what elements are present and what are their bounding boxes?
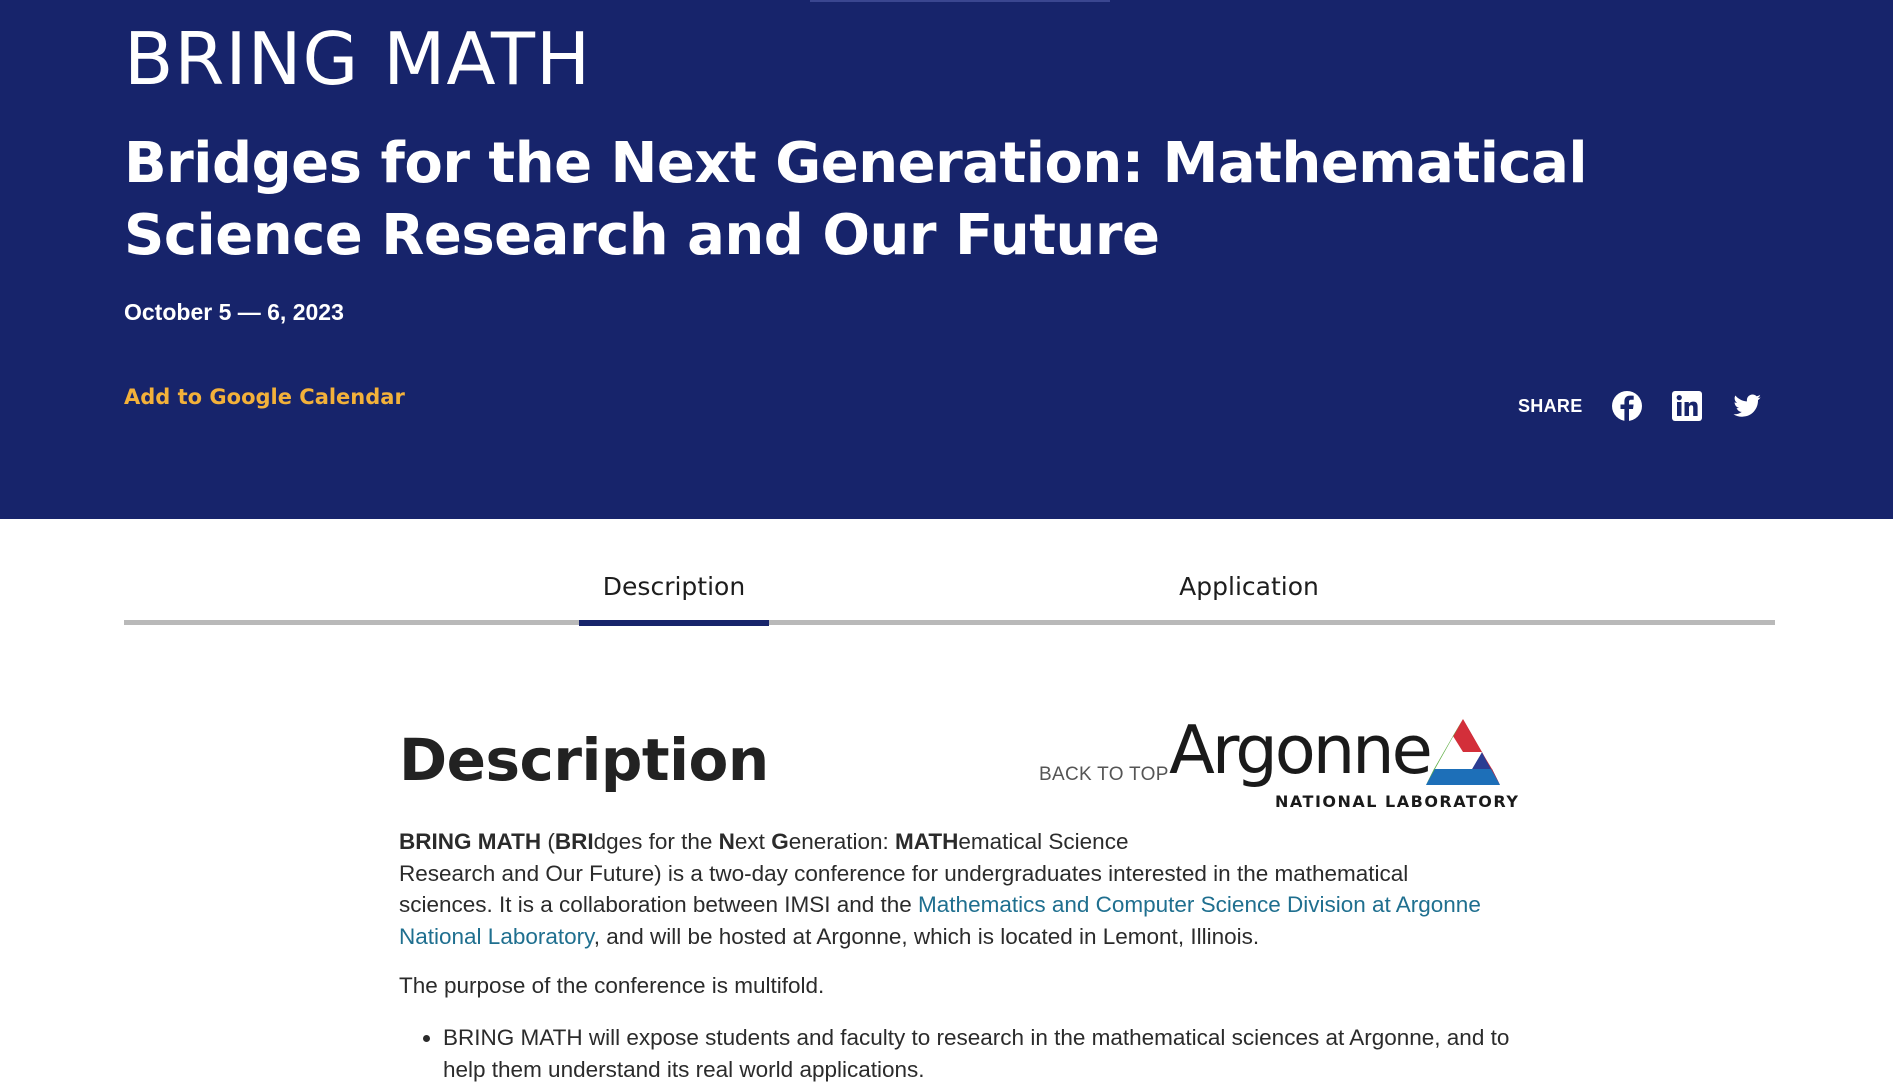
argonne-logo bbox=[1169, 711, 1520, 817]
intro-text: ext bbox=[734, 829, 772, 854]
intro-text: ematical Science bbox=[958, 829, 1129, 854]
facebook-icon[interactable] bbox=[1611, 390, 1643, 422]
tab-description[interactable]: Description bbox=[602, 572, 746, 601]
linkedin-icon[interactable] bbox=[1671, 390, 1703, 422]
intro-text: eneration: bbox=[788, 829, 896, 854]
event-kicker: BRING MATH bbox=[124, 17, 592, 101]
tabs-divider bbox=[124, 620, 1775, 625]
tab-application[interactable]: Application bbox=[1179, 572, 1319, 601]
argonne-triangle-icon bbox=[1426, 719, 1500, 785]
intro-text: Research and Our Future) is a two-day conference for undergraduates interested in the mathematical sciences. It is a collaboration between IMSI and the bbox=[399, 860, 1409, 917]
active-tab-indicator bbox=[579, 620, 769, 626]
intro-text: , and will be hosted at Argonne, which is located in Lemont, Illinois. bbox=[593, 923, 1260, 949]
event-hero bbox=[0, 0, 1893, 519]
logo-subtitle: NATIONAL LABORATORY bbox=[1275, 792, 1520, 811]
intro-paragraph bbox=[399, 826, 1499, 952]
acronym-letter: MATH bbox=[895, 829, 959, 854]
back-to-top-link[interactable]: BACK TO TOP bbox=[1039, 764, 1169, 785]
event-title: Bridges for the Next Generation: Mathematical Science Research and Our Future bbox=[124, 131, 1588, 268]
list-item: • BRING MATH will expose students and faculty to research in the mathematical sciences at Argonne, and to help them understand its real world applications. bbox=[443, 1022, 1543, 1085]
add-to-google-calendar-link[interactable]: Add to Google Calendar bbox=[124, 385, 405, 409]
mcs-division-link[interactable]: Mathematics and Computer Science Division at Argonne National Laboratory bbox=[399, 892, 1481, 949]
acronym-letter: G bbox=[771, 829, 789, 854]
share-label: SHARE bbox=[1518, 395, 1583, 416]
top-strip bbox=[810, 0, 1110, 2]
logo-wordmark: Argonne bbox=[1169, 711, 1430, 789]
section-heading: Description bbox=[399, 726, 769, 794]
event-date: October 5 — 6, 2023 bbox=[124, 299, 344, 325]
intro-text: dges for the bbox=[593, 829, 719, 854]
purpose-paragraph: The purpose of the conference is multifold. bbox=[399, 973, 825, 998]
acronym-letter: N bbox=[718, 829, 735, 854]
intro-text: ( bbox=[541, 829, 555, 854]
twitter-icon[interactable] bbox=[1731, 390, 1763, 422]
section-tabs bbox=[124, 560, 1775, 626]
share-bar bbox=[1518, 390, 1791, 422]
acronym-letter: BRI bbox=[554, 829, 594, 854]
purpose-list bbox=[399, 1022, 1543, 1085]
bring-math-term: BRING MATH bbox=[399, 829, 542, 854]
